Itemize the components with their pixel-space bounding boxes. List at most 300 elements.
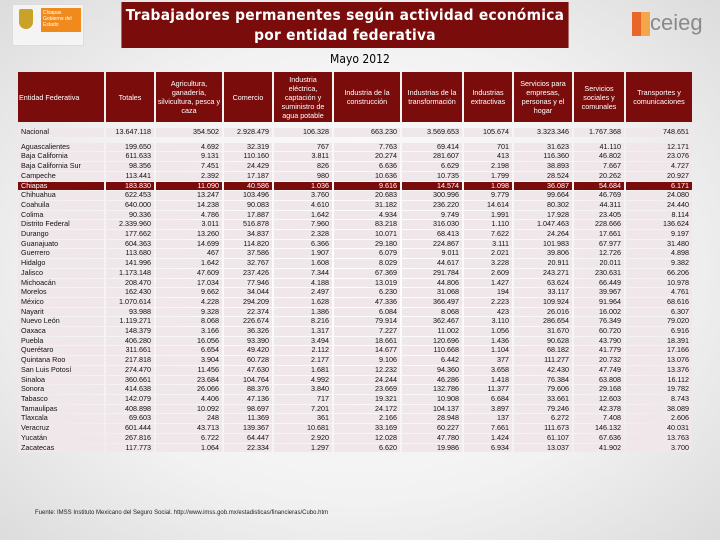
cell-value: 31.182	[334, 201, 400, 210]
table-row	[18, 143, 692, 152]
cell-value: 12.171	[626, 143, 692, 152]
table-header-row	[18, 72, 692, 122]
cell-value: 2.920	[274, 434, 332, 443]
cell-value: 7.763	[334, 143, 400, 152]
cell-value: 18.391	[626, 337, 692, 346]
cell-value: 79.246	[514, 405, 572, 414]
cell-value: 6.629	[402, 162, 462, 171]
column-header: Transportes y comunicaciones	[626, 72, 692, 122]
cell-value: 7.661	[464, 424, 512, 433]
cell-value: 3.011	[156, 220, 222, 229]
state-name: Michoacán	[18, 279, 104, 288]
cell-value: 22.374	[224, 308, 272, 317]
cell-value: 236.220	[402, 201, 462, 210]
cell-value: 467	[156, 249, 222, 258]
state-name: México	[18, 298, 104, 307]
state-name: Nacional	[18, 128, 104, 137]
table-row	[18, 356, 692, 365]
cell-value: 26.066	[156, 385, 222, 394]
state-name: Sinaloa	[18, 376, 104, 385]
cell-value: 93.988	[106, 308, 154, 317]
cell-value: 41.779	[574, 346, 624, 355]
cell-value: 237.426	[224, 269, 272, 278]
cell-value: 1.681	[274, 366, 332, 375]
cell-value: 29.168	[574, 385, 624, 394]
table-row	[18, 152, 692, 161]
cell-value: 46.286	[402, 376, 462, 385]
cell-value: 1.297	[274, 444, 332, 453]
cell-value: 61.107	[514, 434, 572, 443]
cell-value: 13.019	[334, 279, 400, 288]
cell-value: 34.837	[224, 230, 272, 239]
cell-value: 7.451	[156, 162, 222, 171]
cell-value: 76.384	[514, 376, 572, 385]
cell-value: 226.674	[224, 317, 272, 326]
cell-value: 601.444	[106, 424, 154, 433]
cell-value: 767	[274, 143, 332, 152]
cell-value: 14.574	[402, 182, 462, 191]
table-row	[18, 366, 692, 375]
cell-value: 142.079	[106, 395, 154, 404]
cell-value: 663.230	[334, 128, 400, 137]
cell-value: 162.430	[106, 288, 154, 297]
cell-value: 47.749	[574, 366, 624, 375]
cell-value: 20.274	[334, 152, 400, 161]
cell-value: 2.497	[274, 288, 332, 297]
cell-value: 1.608	[274, 259, 332, 268]
cell-value: 11.090	[156, 182, 222, 191]
cell-value: 4.934	[334, 211, 400, 220]
state-name: Coahuila	[18, 201, 104, 210]
cell-value: 23.669	[334, 385, 400, 394]
cell-value: 243.271	[514, 269, 572, 278]
cell-value: 6.934	[464, 444, 512, 453]
cell-value: 39.806	[514, 249, 572, 258]
cell-value: 19.782	[626, 385, 692, 394]
cell-value: 1.436	[464, 337, 512, 346]
cell-value: 274.470	[106, 366, 154, 375]
state-name: Morelos	[18, 288, 104, 297]
table-body	[18, 123, 692, 452]
cell-value: 9.131	[156, 152, 222, 161]
cell-value: 413	[464, 152, 512, 161]
cell-value: 47.780	[402, 434, 462, 443]
table-row	[18, 259, 692, 268]
cell-value: 31.670	[514, 327, 572, 336]
cell-value: 2.112	[274, 346, 332, 355]
cell-value: 2.392	[156, 172, 222, 181]
cell-value: 33.169	[334, 424, 400, 433]
cell-value: 2.609	[464, 269, 512, 278]
cell-value: 77.946	[224, 279, 272, 288]
cell-value: 4.610	[274, 201, 332, 210]
cell-value: 316.030	[402, 220, 462, 229]
state-name: Yucatán	[18, 434, 104, 443]
cell-value: 1.047.463	[514, 220, 572, 229]
cell-value: 4.406	[156, 395, 222, 404]
cell-value: 66.206	[626, 269, 692, 278]
table-row	[18, 182, 692, 191]
cell-value: 3.811	[274, 152, 332, 161]
cell-value: 79.914	[334, 317, 400, 326]
cell-value: 3.904	[156, 356, 222, 365]
cell-value: 46.802	[574, 152, 624, 161]
table-row	[18, 444, 692, 453]
cell-value: 408.898	[106, 405, 154, 414]
cell-value: 88.376	[224, 385, 272, 394]
cell-value: 67.636	[574, 434, 624, 443]
cell-value: 42.430	[514, 366, 572, 375]
cell-value: 110.160	[224, 152, 272, 161]
state-name: Querétaro	[18, 346, 104, 355]
column-header: Industria eléctrica, captación y suministro de agua potable	[274, 72, 332, 122]
cell-value: 7.408	[574, 414, 624, 423]
cell-value: 90.336	[106, 211, 154, 220]
cell-value: 1.119.271	[106, 317, 154, 326]
cell-value: 1.628	[274, 298, 332, 307]
cell-value: 9.616	[334, 182, 400, 191]
cell-value: 3.494	[274, 337, 332, 346]
page-subtitle: Mayo 2012	[330, 52, 390, 66]
table-row	[18, 279, 692, 288]
cell-value: 8.216	[274, 317, 332, 326]
cell-value: 17.661	[574, 230, 624, 239]
cell-value: 22.334	[224, 444, 272, 453]
cell-value: 748.651	[626, 128, 692, 137]
table-row	[18, 434, 692, 443]
table-row	[18, 288, 692, 297]
cell-value: 6.722	[156, 434, 222, 443]
table-row	[18, 269, 692, 278]
cell-value: 4.692	[156, 143, 222, 152]
column-header: Industria de la construcción	[334, 72, 400, 122]
cell-value: 1.104	[464, 346, 512, 355]
cell-value: 38.893	[514, 162, 572, 171]
table-row	[18, 405, 692, 414]
cell-value: 33.117	[514, 288, 572, 297]
state-name: Puebla	[18, 337, 104, 346]
workers-table	[16, 71, 694, 453]
cell-value: 7.344	[274, 269, 332, 278]
state-name: Guanajuato	[18, 240, 104, 249]
table-row	[18, 414, 692, 423]
cell-value: 3.166	[156, 327, 222, 336]
cell-value: 31.068	[402, 288, 462, 297]
cell-value: 4.992	[274, 376, 332, 385]
cell-value: 701	[464, 143, 512, 152]
cell-value: 28.524	[514, 172, 572, 181]
cell-value: 1.064	[156, 444, 222, 453]
cell-value: 41.110	[574, 143, 624, 152]
cell-value: 24.244	[334, 376, 400, 385]
cell-value: 1.036	[274, 182, 332, 191]
cell-value: 3.111	[464, 240, 512, 249]
cell-value: 6.307	[626, 308, 692, 317]
source-note: Fuente: IMSS Instituto Mexicano del Seguro Social. http://www.imss.gob.mx/estadisticas/financieras/Cubo.htm	[35, 510, 329, 516]
cell-value: 13.076	[626, 356, 692, 365]
cell-value: 8.068	[402, 308, 462, 317]
table-row	[18, 211, 692, 220]
state-name: Colima	[18, 211, 104, 220]
cell-value: 1.386	[274, 308, 332, 317]
table-row	[18, 220, 692, 229]
cell-value: 13.763	[626, 434, 692, 443]
state-name: Chiapas	[18, 182, 104, 191]
cell-value: 11.002	[402, 327, 462, 336]
cell-value: 67.369	[334, 269, 400, 278]
cell-value: 17.034	[156, 279, 222, 288]
cell-value: 354.502	[156, 128, 222, 137]
cell-value: 139.367	[224, 424, 272, 433]
cell-value: 9.106	[334, 356, 400, 365]
cell-value: 1.098	[464, 182, 512, 191]
cell-value: 38.089	[626, 405, 692, 414]
cell-value: 177.662	[106, 230, 154, 239]
cell-value: 11.369	[224, 414, 272, 423]
cell-value: 1.110	[464, 220, 512, 229]
cell-value: 14.238	[156, 201, 222, 210]
cell-value: 44.311	[574, 201, 624, 210]
cell-value: 6.084	[334, 308, 400, 317]
state-name: Chihuahua	[18, 191, 104, 200]
cell-value: 3.110	[464, 317, 512, 326]
cell-value: 717	[274, 395, 332, 404]
cell-value: 1.642	[156, 259, 222, 268]
table-row	[18, 201, 692, 210]
cell-value: 4.786	[156, 211, 222, 220]
cell-value: 104.764	[224, 376, 272, 385]
cell-value: 148.379	[106, 327, 154, 336]
cell-value: 2.198	[464, 162, 512, 171]
cell-value: 980	[274, 172, 332, 181]
cell-value: 13.247	[156, 191, 222, 200]
cell-value: 20.262	[574, 172, 624, 181]
cell-value: 17.887	[224, 211, 272, 220]
cell-value: 311.661	[106, 346, 154, 355]
cell-value: 4.727	[626, 162, 692, 171]
cell-value: 42.378	[574, 405, 624, 414]
cell-value: 24.172	[334, 405, 400, 414]
table-row	[18, 191, 692, 200]
cell-value: 406.280	[106, 337, 154, 346]
state-name: Hidalgo	[18, 259, 104, 268]
state-name: Tamaulipas	[18, 405, 104, 414]
cell-value: 13.260	[156, 230, 222, 239]
table-row	[18, 172, 692, 181]
cell-value: 248	[156, 414, 222, 423]
cell-value: 1.173.148	[106, 269, 154, 278]
state-name: Distrito Federal	[18, 220, 104, 229]
logo-text: Chiapas Gobierno del Estado	[41, 8, 81, 32]
cell-value: 228.666	[574, 220, 624, 229]
cell-value: 24.440	[626, 201, 692, 210]
cell-value: 366.497	[402, 298, 462, 307]
cell-value: 7.667	[574, 162, 624, 171]
state-name: Baja California Sur	[18, 162, 104, 171]
cell-value: 76.349	[574, 317, 624, 326]
cell-value: 8.114	[626, 211, 692, 220]
cell-value: 47.136	[224, 395, 272, 404]
cell-value: 20.911	[514, 259, 572, 268]
cell-value: 9.197	[626, 230, 692, 239]
cell-value: 101.983	[514, 240, 572, 249]
cell-value: 1.799	[464, 172, 512, 181]
state-name: Tabasco	[18, 395, 104, 404]
cell-value: 94.360	[402, 366, 462, 375]
cell-value: 622.453	[106, 191, 154, 200]
table-row	[18, 162, 692, 171]
table-row	[18, 230, 692, 239]
cell-value: 43.713	[156, 424, 222, 433]
cell-value: 11.456	[156, 366, 222, 375]
cell-value: 13.376	[626, 366, 692, 375]
cell-value: 68.182	[514, 346, 572, 355]
cell-value: 20.683	[334, 191, 400, 200]
cell-value: 1.767.368	[574, 128, 624, 137]
cell-value: 28.948	[402, 414, 462, 423]
cell-value: 116.360	[514, 152, 572, 161]
cell-value: 47.609	[156, 269, 222, 278]
cell-value: 7.960	[274, 220, 332, 229]
cell-value: 10.071	[334, 230, 400, 239]
cell-value: 7.227	[334, 327, 400, 336]
cell-value: 16.056	[156, 337, 222, 346]
cell-value: 44.617	[402, 259, 462, 268]
cell-value: 7.622	[464, 230, 512, 239]
page-title: Trabajadores permanentes según actividad económica por entidad federativa	[121, 2, 568, 48]
cell-value: 10.978	[626, 279, 692, 288]
cell-value: 6.230	[334, 288, 400, 297]
cell-value: 60.227	[402, 424, 462, 433]
cell-value: 110.668	[402, 346, 462, 355]
cell-value: 6.654	[156, 346, 222, 355]
cell-value: 1.907	[274, 249, 332, 258]
cell-value: 360.661	[106, 376, 154, 385]
cell-value: 41.902	[574, 444, 624, 453]
cell-value: 49.420	[224, 346, 272, 355]
cell-value: 23.405	[574, 211, 624, 220]
table-row	[18, 317, 692, 326]
cell-value: 113.680	[106, 249, 154, 258]
cell-value: 29.180	[334, 240, 400, 249]
cell-value: 9.328	[156, 308, 222, 317]
cell-value: 208.470	[106, 279, 154, 288]
cell-value: 10.636	[334, 172, 400, 181]
cell-value: 17.166	[626, 346, 692, 355]
ceieg-logo-text: ceieg	[650, 10, 703, 35]
cell-value: 1.070.614	[106, 298, 154, 307]
cell-value: 8.068	[156, 317, 222, 326]
cell-value: 2.928.479	[224, 128, 272, 137]
cell-value: 67.977	[574, 240, 624, 249]
cell-value: 32.767	[224, 259, 272, 268]
cell-value: 93.390	[224, 337, 272, 346]
cell-value: 9.662	[156, 288, 222, 297]
state-name: San Luis Potosí	[18, 366, 104, 375]
cell-value: 40.031	[626, 424, 692, 433]
cell-value: 224.867	[402, 240, 462, 249]
table-row	[18, 395, 692, 404]
cell-value: 16.002	[574, 308, 624, 317]
cell-value: 40.586	[224, 182, 272, 191]
cell-value: 23.076	[626, 152, 692, 161]
table-row	[18, 376, 692, 385]
cell-value: 10.092	[156, 405, 222, 414]
cell-value: 113.441	[106, 172, 154, 181]
cell-value: 300.996	[402, 191, 462, 200]
cell-value: 19.986	[402, 444, 462, 453]
cell-value: 60.728	[224, 356, 272, 365]
cell-value: 16.112	[626, 376, 692, 385]
table-row	[18, 327, 692, 336]
cell-value: 9.749	[402, 211, 462, 220]
cell-value: 104.137	[402, 405, 462, 414]
cell-value: 6.079	[334, 249, 400, 258]
cell-value: 2.339.960	[106, 220, 154, 229]
cell-value: 362.467	[402, 317, 462, 326]
cell-value: 10.735	[402, 172, 462, 181]
row-spacer	[18, 138, 692, 142]
cell-value: 64.447	[224, 434, 272, 443]
cell-value: 31.480	[626, 240, 692, 249]
coat-of-arms-icon	[19, 9, 33, 29]
table-row	[18, 346, 692, 355]
cell-value: 103.496	[224, 191, 272, 200]
cell-value: 10.908	[402, 395, 462, 404]
cell-value: 11.377	[464, 385, 512, 394]
cell-value: 217.818	[106, 356, 154, 365]
cell-value: 34.044	[224, 288, 272, 297]
cell-value: 36.326	[224, 327, 272, 336]
cell-value: 9.011	[402, 249, 462, 258]
state-name: Jalisco	[18, 269, 104, 278]
state-name: Durango	[18, 230, 104, 239]
cell-value: 120.696	[402, 337, 462, 346]
cell-value: 14.677	[334, 346, 400, 355]
cell-value: 1.991	[464, 211, 512, 220]
cell-value: 18.661	[334, 337, 400, 346]
cell-value: 32.319	[224, 143, 272, 152]
cell-value: 80.302	[514, 201, 572, 210]
column-header: Industrias de la transformación	[402, 72, 462, 122]
cell-value: 183.830	[106, 182, 154, 191]
state-name: Nuevo León	[18, 317, 104, 326]
cell-value: 2.166	[334, 414, 400, 423]
state-name: Veracruz	[18, 424, 104, 433]
state-name: Guerrero	[18, 249, 104, 258]
cell-value: 68.616	[626, 298, 692, 307]
cell-value: 6.684	[464, 395, 512, 404]
chiapas-logo	[12, 4, 84, 46]
state-name: Zacatecas	[18, 444, 104, 453]
cell-value: 26.016	[514, 308, 572, 317]
cell-value: 3.228	[464, 259, 512, 268]
cell-value: 20.732	[574, 356, 624, 365]
cell-value: 117.773	[106, 444, 154, 453]
cell-value: 136.624	[626, 220, 692, 229]
cell-value: 6.171	[626, 182, 692, 191]
cell-value: 47.336	[334, 298, 400, 307]
cell-value: 47.630	[224, 366, 272, 375]
cell-value: 3.760	[274, 191, 332, 200]
cell-value: 13.647.118	[106, 128, 154, 137]
cell-value: 3.323.346	[514, 128, 572, 137]
column-header: Totales	[106, 72, 154, 122]
cell-value: 9.779	[464, 191, 512, 200]
cell-value: 90.628	[514, 337, 572, 346]
cell-value: 24.080	[626, 191, 692, 200]
state-name: Oaxaca	[18, 327, 104, 336]
